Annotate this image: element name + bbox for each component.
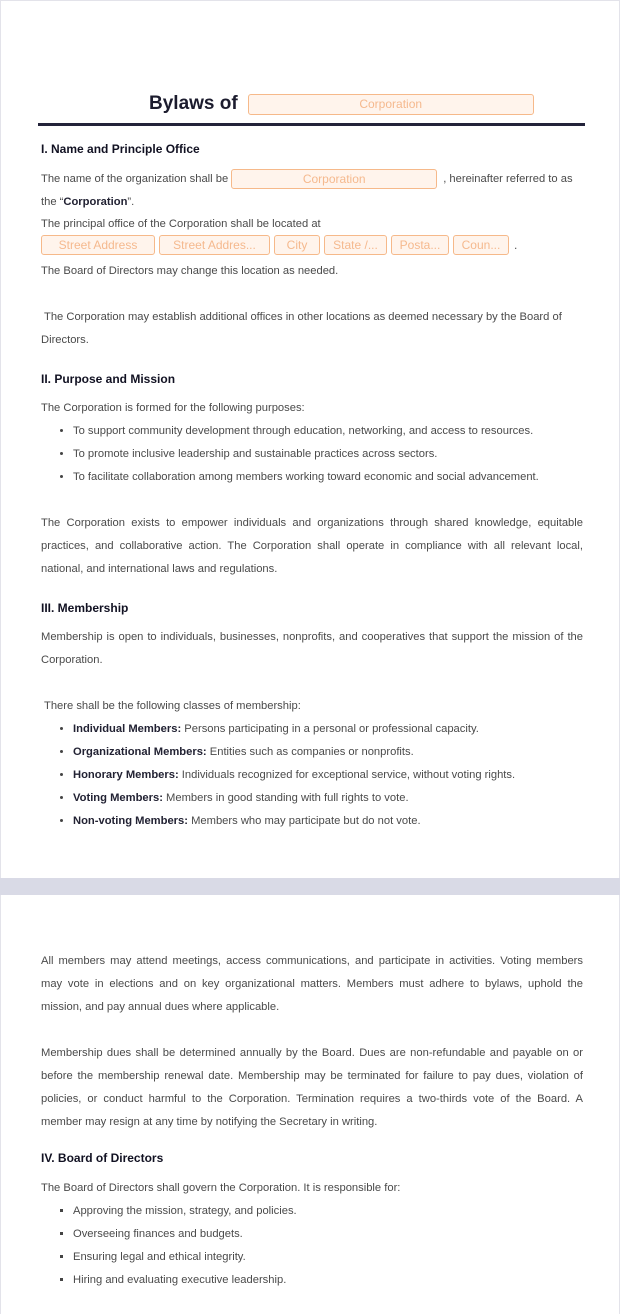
list-item: • To facilitate collaboration among members working toward economic and social advancement. <box>73 466 593 489</box>
title-divider <box>38 123 585 126</box>
list-item: • Non-voting Members: Members who may participate but do not vote. <box>73 810 593 833</box>
membership-classes-intro: There shall be the following classes of membership: <box>44 700 301 712</box>
document-title: Bylaws of <box>149 93 238 114</box>
state-field[interactable]: State /... <box>324 235 387 255</box>
name-paragraph: The name of the organization shall be Corporation , hereinafter referred to as the “Corporation”. <box>41 168 583 214</box>
document-page-2 <box>0 895 620 1314</box>
street-address-2-field[interactable]: Street Addres... <box>159 235 270 255</box>
membership-dues-paragraph: Membership dues shall be determined annually by the Board. Dues are non-refundable and payable on or before the membership renewal date. Membership may be terminated for failure to pay dues, violation of policies, or conduct harmful to the Corporation. Termination requires a two-thirds vote of the Board. A member may resign at any time by notifying the Secretary in writing. <box>41 1047 583 1128</box>
purpose-intro: The Corporation is formed for the following purposes: <box>41 402 305 414</box>
list-item: • Individual Members: Persons participating in a personal or professional capacity. <box>73 718 593 741</box>
list-item: ▪ Ensuring legal and ethical integrity. <box>73 1246 593 1269</box>
organization-name-field[interactable]: Corporation <box>231 169 437 189</box>
section-heading-board: IV. Board of Directors <box>41 1151 164 1165</box>
list-item: • Honorary Members: Individuals recognized for exceptional service, without voting rights. <box>73 764 593 787</box>
postal-code-field[interactable]: Posta... <box>391 235 449 255</box>
section-heading-membership: III. Membership <box>41 601 129 615</box>
member-rights-paragraph: All members may attend meetings, access communications, and participate in activities. Voting members may vote in elections and on key organizational matters. Members must adhere to bylaws, uphold the mission, and pay annual dues where applicable. <box>41 955 583 1013</box>
list-item: ▪ Approving the mission, strategy, and policies. <box>73 1200 593 1223</box>
board-duties-list <box>41 1200 593 1292</box>
list-item: • Voting Members: Members in good standing with full rights to vote. <box>73 787 593 810</box>
city-field[interactable]: City <box>274 235 320 255</box>
office-line: The principal office of the Corporation shall be located at <box>41 218 321 230</box>
mission-paragraph: The Corporation exists to empower individuals and organizations through shared knowledge, equitable practices, and collaborative action. The Corporation shall operate in compliance with all relevant local, national, and international laws and regulations. <box>41 517 583 575</box>
list-item: ▪ Overseeing finances and budgets. <box>73 1223 593 1246</box>
section-heading-name: I. Name and Principle Office <box>41 142 200 156</box>
membership-open-paragraph: Membership is open to individuals, businesses, nonprofits, and cooperatives that support the mission of the Corporation. <box>41 631 583 666</box>
street-address-field[interactable]: Street Address <box>41 235 155 255</box>
corporation-name-field[interactable]: Corporation <box>248 94 534 115</box>
address-fields <box>41 235 517 255</box>
list-item: • To promote inclusive leadership and sustainable practices across sectors. <box>73 443 593 466</box>
address-end-period: . <box>514 238 518 252</box>
title-row <box>149 93 534 115</box>
purpose-list <box>41 420 593 489</box>
membership-classes-list <box>41 718 593 833</box>
list-item: • Organizational Members: Entities such as companies or nonprofits. <box>73 741 593 764</box>
country-field[interactable]: Coun... <box>453 235 509 255</box>
additional-offices-paragraph: The Corporation may establish additional offices in other locations as deemed necessary by the Board of Directors. <box>41 311 562 346</box>
change-location-line: The Board of Directors may change this location as needed. <box>41 265 339 277</box>
board-intro: The Board of Directors shall govern the Corporation. It is responsible for: <box>41 1182 401 1194</box>
page-break <box>0 878 620 895</box>
list-item: ▪ Hiring and evaluating executive leadership. <box>73 1269 593 1292</box>
list-item: • To support community development through education, networking, and access to resources. <box>73 420 593 443</box>
section-heading-purpose: II. Purpose and Mission <box>41 372 176 386</box>
